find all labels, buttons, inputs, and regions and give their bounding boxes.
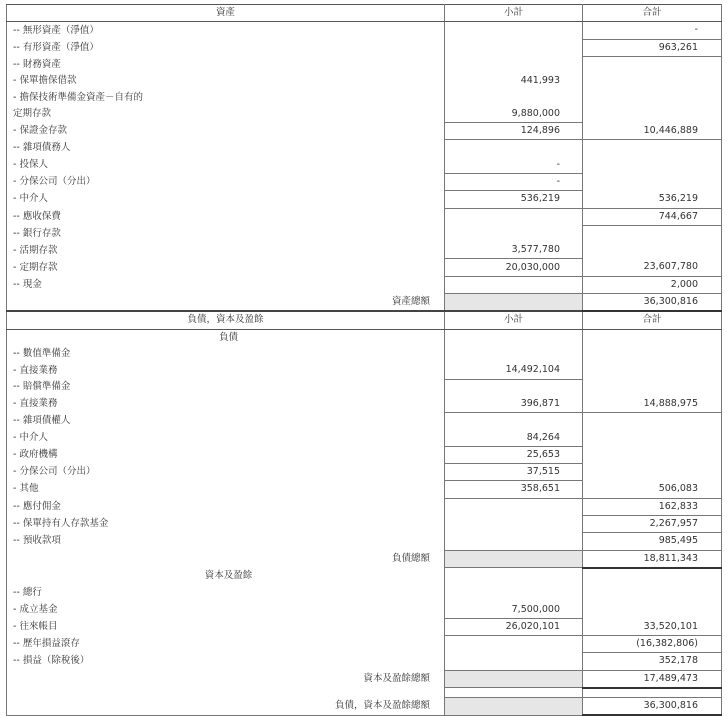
asset-row-policyholders-label: - 投保人 [7, 157, 445, 174]
assets-header-total: 合計 [583, 5, 722, 22]
asset-row-receivable-premiums-subtotal [445, 208, 583, 225]
balance-sheet [6, 4, 721, 716]
equity-row-current-account-label: - 往來帳目 [7, 618, 445, 635]
asset-row-tangible-label: -- 有形資產（淨值） [7, 39, 445, 56]
asset-row-time-deposit-a-label: 定期存款 [7, 106, 445, 123]
asset-row-intangible-subtotal [445, 22, 583, 39]
asset-row-demand-deposits-subtotal: 3,577,780 [445, 242, 583, 259]
asset-row-margin-deposit [7, 123, 722, 140]
asset-row-debtors-subtotal [445, 140, 583, 157]
asset-row-receivable-premiums-label: -- 應收保費 [7, 208, 445, 225]
asset-row-time-deposits-subtotal: 20,030,000 [445, 259, 583, 276]
liab-row-others-subtotal: 358,651 [445, 481, 583, 498]
equity-row-head-office-total [583, 585, 722, 601]
equity-total-subtotal [445, 670, 583, 688]
equity-row-retained-losses-subtotal [445, 635, 583, 652]
asset-row-intangible-label: -- 無形資產（淨值） [7, 22, 445, 39]
liab-row-advance-receipts-subtotal [445, 533, 583, 550]
liabilities-header-label: 負債，資本及盈餘 [7, 311, 445, 329]
liab-row-reinsurers [7, 464, 722, 481]
liab-row-tech-direct [7, 362, 722, 379]
asset-row-margin-deposit-label: - 保證金存款 [7, 123, 445, 140]
equity-row-net-profit-total: 352,178 [583, 653, 722, 670]
equity-heading [7, 568, 722, 585]
liab-row-reinsurers-subtotal: 37,515 [445, 464, 583, 481]
asset-row-time-deposits [7, 259, 722, 276]
liab-row-tech-reserve-subtotal [445, 346, 583, 362]
spacer-row-subtotal [445, 688, 583, 698]
liab-row-commissions-payable-subtotal [445, 498, 583, 515]
liab-row-advance-receipts-total: 985,495 [583, 533, 722, 550]
liabilities-grand-total-subtotal [445, 697, 583, 715]
liab-row-claims-reserve-subtotal [445, 379, 583, 396]
liab-row-policyholder-deposits-subtotal [445, 515, 583, 532]
asset-row-cash-subtotal [445, 276, 583, 293]
liabilities-heading [7, 329, 722, 346]
liab-row-government-subtotal: 25,653 [445, 446, 583, 463]
asset-row-guarantee-deposits-total [583, 73, 722, 89]
spacer-row-label [7, 688, 445, 698]
liab-row-tech-reserve-total [583, 346, 722, 362]
equity-row-retained-losses-label: -- 歷年損益滾存 [7, 635, 445, 652]
liab-row-intermediaries [7, 429, 722, 446]
liab-row-policyholder-deposits [7, 515, 722, 532]
assets-grand-total-subtotal [445, 294, 583, 312]
asset-row-guarantee-reserve-label: - 擔保技術準備金資產－自有的 [7, 89, 445, 105]
liab-row-claims-direct-label: - 直接業務 [7, 396, 445, 413]
equity-row-establishment-fund-label: - 成立基金 [7, 601, 445, 618]
asset-row-receivable-premiums-total: 744,667 [583, 208, 722, 225]
liab-row-advance-receipts-label: -- 預收款項 [7, 533, 445, 550]
asset-row-receivable-premiums [7, 208, 722, 225]
liab-row-tech-reserve [7, 346, 722, 362]
asset-row-demand-deposits-total [583, 242, 722, 259]
assets-header-subtotal: 小計 [445, 5, 583, 22]
asset-row-margin-deposit-total: 10,446,889 [583, 123, 722, 140]
asset-row-debtors [7, 140, 722, 157]
liab-row-claims-direct-subtotal: 396,871 [445, 396, 583, 413]
liab-row-commissions-payable-total: 162,833 [583, 498, 722, 515]
liab-row-government [7, 446, 722, 463]
liab-row-tech-direct-total [583, 362, 722, 379]
asset-row-time-deposit-a [7, 106, 722, 123]
asset-row-reinsurers-label: - 分保公司（分出） [7, 173, 445, 190]
asset-row-demand-deposits-label: - 活期存款 [7, 242, 445, 259]
liab-row-creditors-label: -- 雜項債權人 [7, 413, 445, 430]
asset-row-intermediaries-total: 536,219 [583, 191, 722, 208]
asset-row-reinsurers [7, 173, 722, 190]
asset-row-guarantee-reserve-subtotal [445, 89, 583, 105]
asset-row-bank-deposits-subtotal [445, 225, 583, 242]
liabilities-grand-total-label: 負債，資本及盈餘總額 [7, 697, 445, 715]
liabilities-header-subtotal: 小計 [445, 311, 583, 329]
liab-row-claims-reserve [7, 379, 722, 396]
liab-row-advance-receipts [7, 533, 722, 550]
liab-row-tech-direct-subtotal: 14,492,104 [445, 362, 583, 379]
assets-grand-total-total: 36,300,816 [583, 294, 722, 312]
liab-row-creditors [7, 413, 722, 430]
liab-row-claims-reserve-total [583, 379, 722, 396]
liabilities-grand-total-total: 36,300,816 [583, 697, 722, 715]
assets-grand-total-label: 資產總額 [7, 294, 445, 312]
asset-row-financial-label: -- 財務資產 [7, 56, 445, 73]
asset-row-bank-deposits-total [583, 225, 722, 242]
spacer-row [7, 688, 722, 698]
asset-row-intangible [7, 22, 722, 39]
asset-row-financial [7, 56, 722, 73]
liab-row-policyholder-deposits-total: 2,267,957 [583, 515, 722, 532]
equity-row-establishment-fund-total [583, 601, 722, 618]
equity-row-current-account [7, 618, 722, 635]
equity-heading-label: 資本及盈餘 [7, 568, 445, 585]
asset-row-cash [7, 276, 722, 293]
asset-row-bank-deposits-label: -- 銀行存款 [7, 225, 445, 242]
asset-row-policyholders-subtotal: - [445, 157, 583, 174]
asset-row-reinsurers-subtotal: - [445, 173, 583, 190]
equity-row-net-profit-label: -- 損益（除稅後） [7, 653, 445, 670]
liabilities-total-total: 18,811,343 [583, 550, 722, 568]
liab-row-creditors-subtotal [445, 413, 583, 430]
liab-row-intermediaries-label: - 中介人 [7, 429, 445, 446]
balance-sheet-table [6, 4, 722, 716]
liab-row-creditors-total [583, 413, 722, 430]
liab-row-intermediaries-subtotal: 84,264 [445, 429, 583, 446]
equity-row-net-profit-subtotal [445, 653, 583, 670]
assets-header-label: 資產 [7, 5, 445, 22]
asset-row-reinsurers-total [583, 173, 722, 190]
spacer-row-total [583, 688, 722, 698]
asset-row-time-deposit-a-subtotal: 9,880,000 [445, 106, 583, 123]
asset-row-intermediaries-label: - 中介人 [7, 191, 445, 208]
liab-row-others-label: - 其他 [7, 481, 445, 498]
equity-row-head-office [7, 585, 722, 601]
asset-row-policyholders-total [583, 157, 722, 174]
liabilities-grand-total [7, 697, 722, 715]
asset-row-demand-deposits [7, 242, 722, 259]
assets-grand-total [7, 294, 722, 312]
equity-heading-subtotal [445, 568, 583, 585]
equity-row-establishment-fund-subtotal: 7,500,000 [445, 601, 583, 618]
liab-row-intermediaries-total [583, 429, 722, 446]
asset-row-guarantee-deposits-subtotal: 441,993 [445, 73, 583, 89]
asset-row-cash-label: -- 現金 [7, 276, 445, 293]
liab-row-claims-direct [7, 396, 722, 413]
equity-total [7, 670, 722, 688]
equity-row-establishment-fund [7, 601, 722, 618]
asset-row-guarantee-deposits-label: - 保單擔保借款 [7, 73, 445, 89]
asset-row-guarantee-reserve-total [583, 89, 722, 105]
asset-row-tangible-subtotal [445, 39, 583, 56]
liabilities-header-total: 合計 [583, 311, 722, 329]
liab-row-policyholder-deposits-label: -- 保單持有人存款基金 [7, 515, 445, 532]
liabilities-heading-subtotal [445, 329, 583, 346]
liab-row-tech-reserve-label: -- 數值準備金 [7, 346, 445, 362]
asset-row-tangible-total: 963,261 [583, 39, 722, 56]
liabilities-total [7, 550, 722, 568]
asset-row-time-deposit-a-total [583, 106, 722, 123]
equity-total-total: 17,489,473 [583, 670, 722, 688]
liab-row-claims-direct-total: 14,888,975 [583, 396, 722, 413]
liab-row-commissions-payable [7, 498, 722, 515]
equity-row-head-office-subtotal [445, 585, 583, 601]
liabilities-total-subtotal [445, 550, 583, 568]
equity-heading-total [583, 568, 722, 585]
asset-row-intermediaries-subtotal: 536,219 [445, 191, 583, 208]
liab-row-commissions-payable-label: -- 應付佣金 [7, 498, 445, 515]
liab-row-government-total [583, 446, 722, 463]
asset-row-cash-total: 2,000 [583, 276, 722, 293]
asset-row-intangible-total: - [583, 22, 722, 39]
equity-total-label: 資本及盈餘總額 [7, 670, 445, 688]
liab-row-reinsurers-total [583, 464, 722, 481]
asset-row-bank-deposits [7, 225, 722, 242]
asset-row-intermediaries [7, 191, 722, 208]
asset-row-time-deposits-total: 23,607,780 [583, 259, 722, 276]
liab-row-others-total: 506,083 [583, 481, 722, 498]
asset-row-guarantee-reserve [7, 89, 722, 105]
asset-row-debtors-label: -- 雜項債務人 [7, 140, 445, 157]
equity-row-retained-losses [7, 635, 722, 652]
asset-row-financial-subtotal [445, 56, 583, 73]
liabilities-heading-label: 負債 [7, 329, 445, 346]
liab-row-tech-direct-label: - 直接業務 [7, 362, 445, 379]
liab-row-reinsurers-label: - 分保公司（分出） [7, 464, 445, 481]
liab-row-others [7, 481, 722, 498]
equity-row-retained-losses-total: (16,382,806) [583, 635, 722, 652]
asset-row-debtors-total [583, 140, 722, 157]
liab-row-government-label: - 政府機構 [7, 446, 445, 463]
asset-row-margin-deposit-subtotal: 124,896 [445, 123, 583, 140]
asset-row-policyholders [7, 157, 722, 174]
asset-row-financial-total [583, 56, 722, 73]
equity-row-net-profit [7, 653, 722, 670]
asset-row-time-deposits-label: - 定期存款 [7, 259, 445, 276]
equity-row-current-account-subtotal: 26,020,101 [445, 618, 583, 635]
liabilities-total-label: 負債總額 [7, 550, 445, 568]
assets-header [7, 5, 722, 22]
liabilities-header [7, 311, 722, 329]
liab-row-claims-reserve-label: -- 賠償準備金 [7, 379, 445, 396]
liabilities-heading-total [583, 329, 722, 346]
asset-row-guarantee-deposits [7, 73, 722, 89]
equity-row-current-account-total: 33,520,101 [583, 618, 722, 635]
asset-row-tangible [7, 39, 722, 56]
equity-row-head-office-label: -- 總行 [7, 585, 445, 601]
